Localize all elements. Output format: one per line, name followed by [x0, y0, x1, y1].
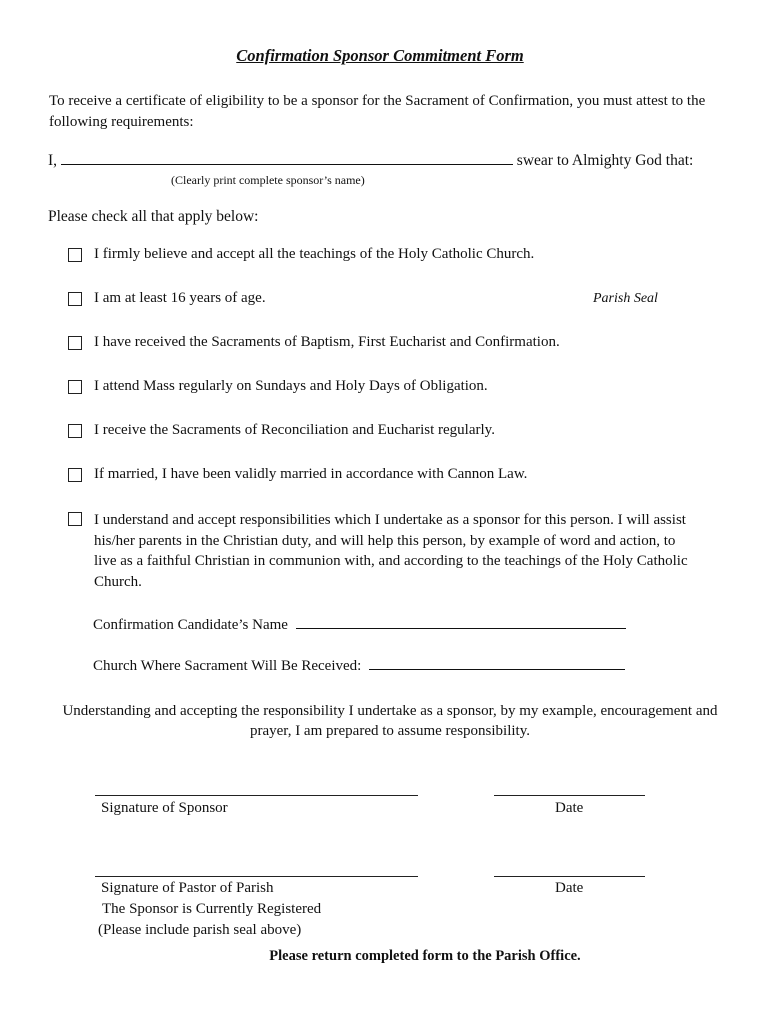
checklist-item-label: I attend Mass regularly on Sundays and Holy Days of Obligation.	[94, 378, 488, 394]
return-instruction: Please return completed form to the Parish Office.	[269, 948, 581, 964]
church-row	[93, 658, 625, 675]
candidate-name-row	[93, 617, 626, 634]
form-title: Confirmation Sponsor Commitment Form	[236, 46, 524, 65]
checkbox[interactable]	[68, 468, 82, 482]
church-label: Church Where Sacrament Will Be Received:	[93, 658, 362, 674]
checkbox[interactable]	[68, 336, 82, 350]
checkbox[interactable]	[68, 248, 82, 262]
sponsor-name-field[interactable]	[61, 164, 513, 165]
intro-paragraph: To receive a certificate of eligibility to be a sponsor for the Sacrament of Confirmation, you must attest to the following requirements:	[49, 93, 706, 130]
checklist-item	[68, 290, 266, 307]
pastor-date-line[interactable]	[494, 876, 645, 877]
swear-row	[48, 152, 693, 170]
checkbox[interactable]	[68, 424, 82, 438]
checklist-item	[68, 422, 495, 439]
checklist-item	[68, 378, 488, 395]
sponsor-signature-label: Signature of Sponsor	[101, 800, 228, 816]
swear-prefix: I,	[48, 152, 58, 169]
checklist-heading: Please check all that apply below:	[48, 208, 259, 225]
responsibility-statement: Understanding and accepting the responsibility I undertake as a sponsor, by my example, encouragement and prayer, I am prepared to assume responsibility.	[62, 703, 718, 739]
checklist-item-label: I have received the Sacraments of Baptism, First Eucharist and Confirmation.	[94, 334, 560, 350]
name-note: (Clearly print complete sponsor’s name)	[171, 173, 365, 187]
checkbox[interactable]	[68, 512, 82, 526]
swear-suffix: swear to Almighty God that:	[516, 152, 694, 169]
parish-seal-label: Parish Seal	[593, 291, 658, 306]
checklist-item-label: I understand and accept responsibilities which I undertake as a sponsor for this person. I will assist his/her parents in the Christian duty, and will help this person, by example of word and action, to live as a faithful Christian in communion with, and according to the teachings of the Holy Catholic Church.	[94, 512, 688, 590]
checkbox[interactable]	[68, 380, 82, 394]
pastor-signature-line[interactable]	[95, 876, 418, 877]
sponsor-date-line[interactable]	[494, 795, 645, 796]
seal-instruction: (Please include parish seal above)	[98, 922, 302, 938]
checklist-item-label: I am at least 16 years of age.	[94, 290, 266, 306]
registered-note: The Sponsor is Currently Registered	[102, 901, 322, 917]
pastor-date-label: Date	[555, 880, 584, 896]
checklist-item	[68, 334, 560, 351]
church-field[interactable]	[369, 669, 625, 670]
checklist-item	[68, 510, 694, 592]
checkbox[interactable]	[68, 292, 82, 306]
checklist-item	[68, 246, 534, 263]
sponsor-date-label: Date	[555, 800, 584, 816]
candidate-name-field[interactable]	[296, 628, 626, 629]
sponsor-signature-line[interactable]	[95, 795, 418, 796]
checklist-item-label: If married, I have been validly married in accordance with Cannon Law.	[94, 466, 528, 482]
checklist-item-label: I firmly believe and accept all the teachings of the Holy Catholic Church.	[94, 246, 535, 262]
checklist-item	[68, 466, 527, 483]
pastor-signature-label: Signature of Pastor of Parish	[101, 880, 274, 896]
candidate-name-label: Confirmation Candidate’s Name	[93, 617, 288, 633]
checklist-item-label: I receive the Sacraments of Reconciliation and Eucharist regularly.	[94, 422, 495, 438]
